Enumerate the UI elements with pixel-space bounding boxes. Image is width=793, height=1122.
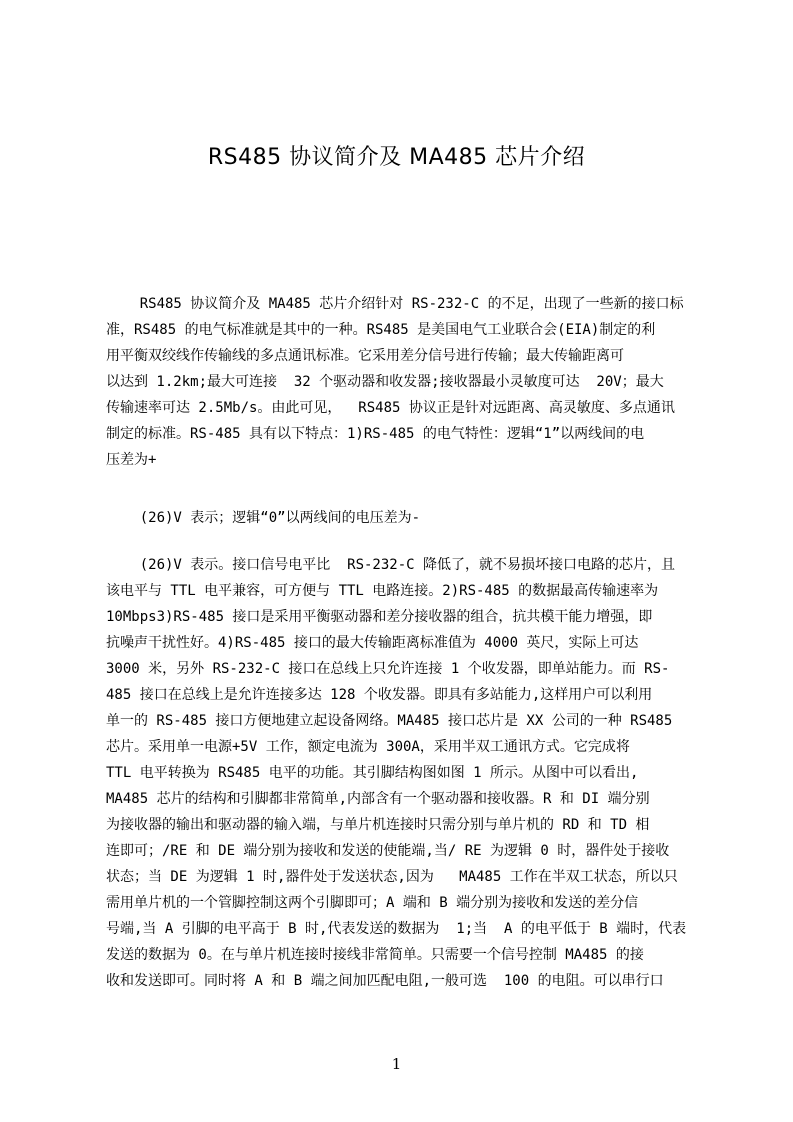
text-line: 单一的 RS-485 接口方便地建立起设备网络。MA485 接口芯片是 XX 公司的一种 RS485 [106, 713, 673, 729]
text-line: 该电平与 TTL 电平兼容，可方便与 TTL 电路连接。2)RS-485 的数据最高传输速率为 [106, 583, 659, 599]
text-line: (26)V 表示；逻辑“0”以两线间的电压差为- [106, 510, 421, 526]
page-number: 1 [391, 1055, 402, 1073]
text-line: RS485 协议简介及 MA485 芯片介绍针对 RS-232-C 的不足，出现了一些新的接口标 [106, 296, 684, 312]
text-line: (26)V 表示。接口信号电平比 RS-232-C 降低了，就不易损坏接口电路的芯片，且 [106, 557, 676, 573]
text-line: 制定的标准。RS-485 具有以下特点：1)RS-485 的电气特性：逻辑“1”以两线间的电 [106, 426, 645, 442]
text-line: 准，RS485 的电气标准就是其中的一种。RS485 是美国电气工业联合会(EIA)制定的利 [106, 322, 656, 338]
text-line: 传输速率可达 2.5Mb/s。由此可见， RS485 协议正是针对远距离、高灵敏度、多点通讯 [106, 400, 675, 416]
paragraph-1 [106, 291, 698, 473]
text-line: 以达到 1.2km;最大可连接 32 个驱动器和收发器;接收器最小灵敏度可达 20V；最大 [106, 374, 664, 390]
text-line: 连即可；/RE 和 DE 端分别为接收和发送的使能端,当/ RE 为逻辑 0 时，器件处于接收 [106, 843, 670, 859]
text-line: 485 接口在总线上是允许连接多达 128 个收发器。即具有多站能力,这样用户可以利用 [106, 687, 653, 703]
text-line: 为接收器的输出和驱动器的输入端，与单片机连接时只需分别与单片机的 RD 和 TD 相 [106, 817, 650, 833]
text-line: 10Mbps3)RS-485 接口是采用平衡驱动器和差分接收器的组合，抗共模干能力增强，即 [106, 609, 653, 625]
text-line: 芯片。采用单一电源+5V 工作，额定电流为 300A，采用半双工通讯方式。它完成将 [106, 739, 630, 755]
text-line: 发送的数据为 0。在与单片机连接时接线非常简单。只需要一个信号控制 MA485 的接 [106, 947, 644, 963]
text-line: 状态；当 DE 为逻辑 1 时,器件处于发送状态,因为 MA485 工作在半双工状态，所以只 [106, 869, 678, 885]
text-line: 压差为+ [106, 452, 157, 468]
text-line: 抗噪声干扰性好。4)RS-485 接口的最大传输距离标准值为 4000 英尺，实际上可达 [106, 635, 639, 651]
text-line: 收和发送即可。同时将 A 和 B 端之间加匹配电阻,一般可选 100 的电阻。可以串行口 [106, 973, 664, 989]
text-line: TTL 电平转换为 RS485 电平的功能。其引脚结构图如图 1 所示。从图中可以看出, [106, 765, 639, 781]
page-title: RS485 协议简介及 MA485 芯片介绍 [207, 145, 586, 170]
paragraph-3 [106, 552, 698, 994]
text-line: 3000 米，另外 RS-232-C 接口在总线上只允许连接 1 个收发器，即单站能力。而 RS- [106, 661, 670, 677]
text-line: MA485 芯片的结构和引脚都非常简单,内部含有一个驱动器和接收器。R 和 DI 端分别 [106, 791, 650, 807]
text-line: 号端,当 A 引脚的电平高于 B 时,代表发送的数据为 1;当 A 的电平低于 B 端时，代表 [106, 921, 687, 937]
text-line: 需用单片机的一个管脚控制这两个引脚即可；A 端和 B 端分别为接收和发送的差分信 [106, 895, 639, 911]
paragraph-2 [106, 505, 698, 531]
text-line: 用平衡双绞线作传输线的多点通讯标准。它采用差分信号进行传输；最大传输距离可 [106, 348, 624, 364]
